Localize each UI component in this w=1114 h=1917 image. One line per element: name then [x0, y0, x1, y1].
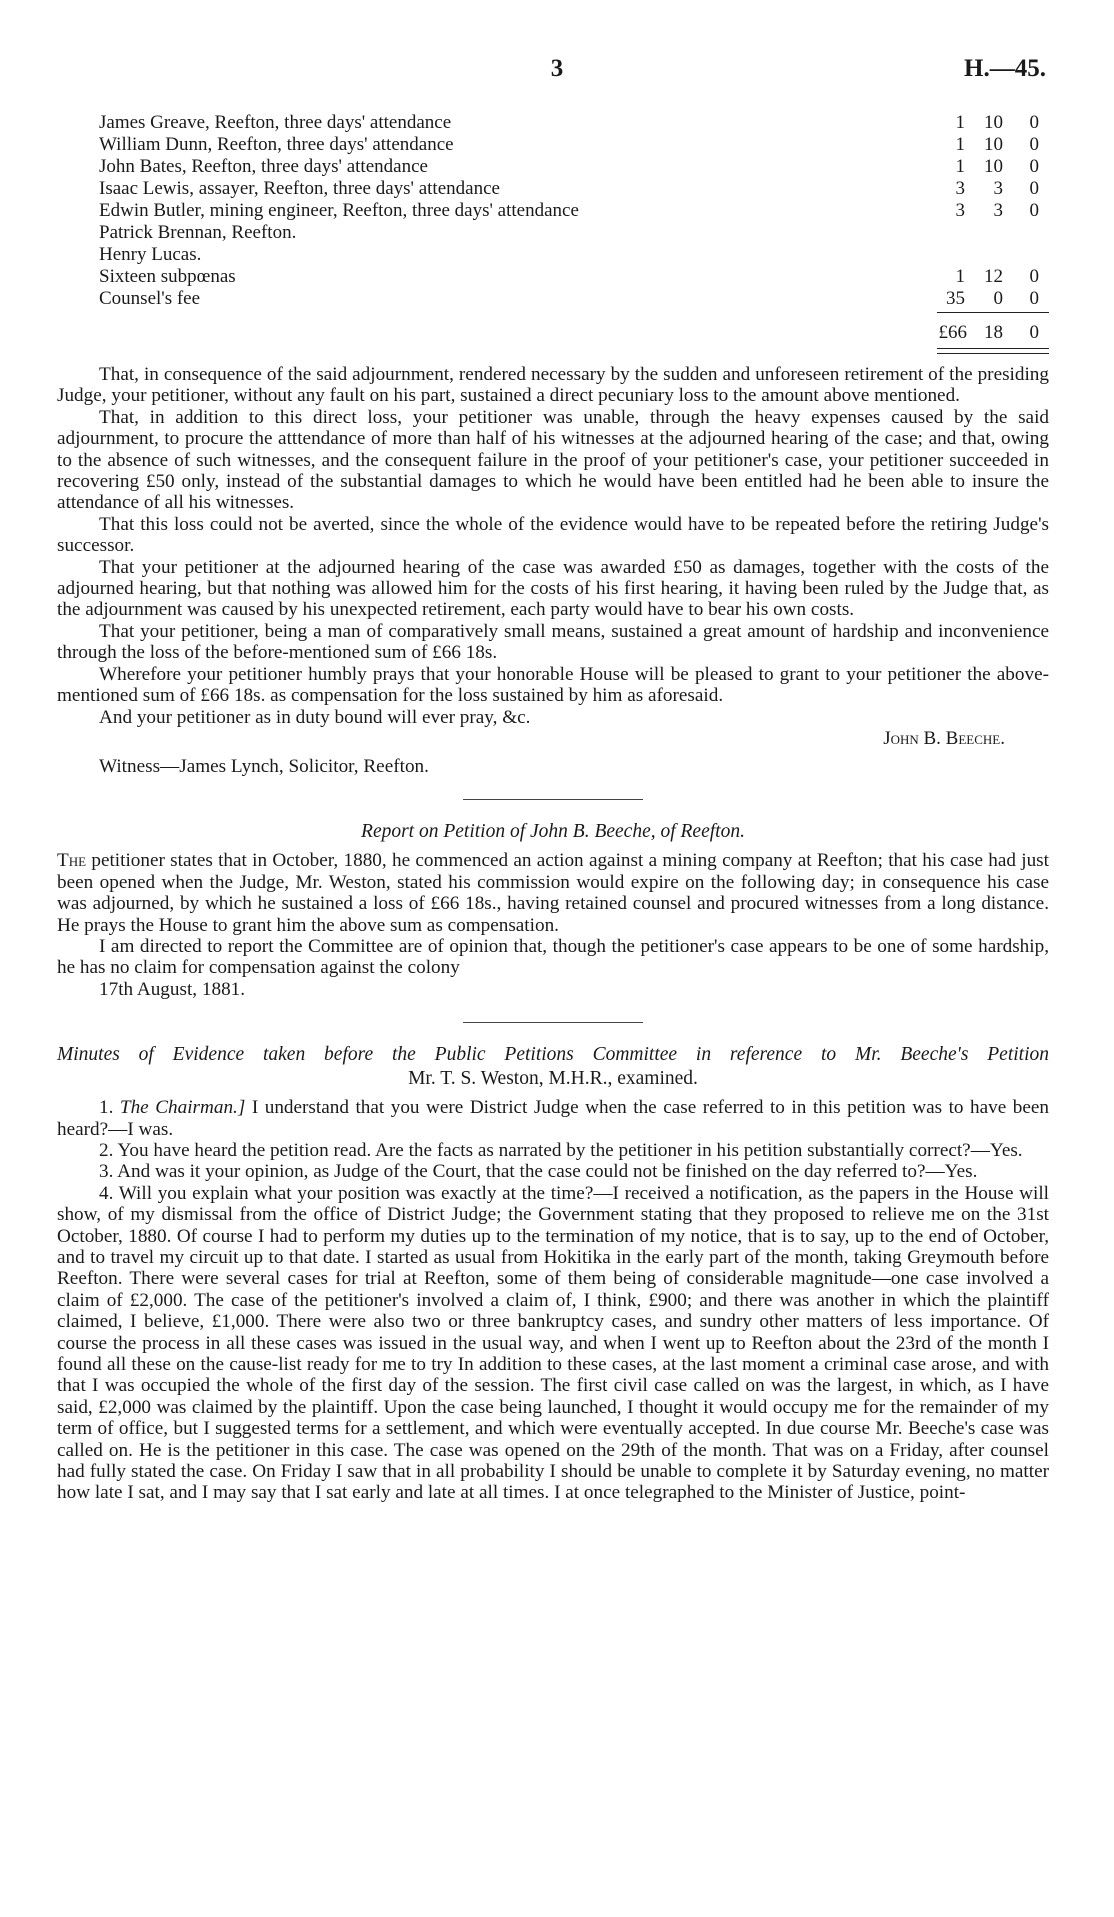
page-number: 3 — [550, 55, 564, 82]
expense-row — [57, 222, 1049, 244]
amount-pounds: 3 — [955, 200, 965, 221]
amount-pounds: 1 — [955, 156, 965, 177]
question-1: 1. The Chairman.] I understand that you were District Judge when the case referred to in this petition was to have been heard?—I was. — [57, 1097, 1049, 1140]
report-lead-word: The — [57, 850, 87, 872]
expense-row — [57, 178, 1049, 200]
expense-row — [57, 288, 1049, 310]
amount-pence: 0 — [1029, 266, 1039, 287]
question-1-speaker: The Chairman.] — [119, 1097, 246, 1119]
report-paragraph: I am directed to report the Committee are of opinion that, though the petitioner's case appears to be one of some hardship, he has no claim for compensation against the colony — [57, 935, 1049, 979]
petition-paragraph: Wherefore your petitioner humbly prays that your honorable House will be pleased to grant to your petitioner the above-mentioned sum of £66 18s. as compensation for the loss sustained by him as aforesaid. — [57, 663, 1049, 707]
petition-paragraph: And your petitioner as in duty bound will ever pray, &c. — [99, 706, 531, 728]
expense-description: Henry Lucas. — [99, 244, 202, 265]
total-rule — [937, 312, 1049, 313]
report-title: Report on Petition of John B. Beeche, of Reefton. — [361, 821, 745, 843]
minutes-title: Minutes of Evidence taken before the Public Petitions Committee in reference to Mr. Beeche's Petition — [57, 1044, 1049, 1066]
report-date: 17th August, 1881. — [99, 978, 246, 1000]
page-header — [0, 55, 1114, 89]
expense-description: John Bates, Reefton, three days' attendance — [99, 156, 428, 177]
expense-row — [57, 134, 1049, 156]
amount-shillings: 12 — [984, 266, 1003, 287]
petition-paragraph: That this loss could not be averted, since the whole of the evidence would have to be repeated before the retiring Judge's successor. — [57, 513, 1049, 557]
expense-row — [57, 200, 1049, 222]
amount-pence: 0 — [1029, 200, 1039, 221]
amount-pence: 0 — [1029, 288, 1039, 309]
petition-paragraph: That your petitioner, being a man of comparatively small means, sustained a great amount of hardship and inconvenience through the loss of the before-mentioned sum of £66 18s. — [57, 620, 1049, 664]
total-pence: 0 — [1029, 322, 1039, 343]
expense-row — [57, 156, 1049, 178]
question-1-text: I understand that you were District Judge when the case referred to in this petition was to have been heard?—I was. — [57, 1097, 1049, 1140]
amount-pounds: 1 — [955, 266, 965, 287]
expense-row — [57, 266, 1049, 288]
total-pounds: £66 — [938, 322, 967, 343]
amount-pence: 0 — [1029, 112, 1039, 133]
question-4: 4. Will you explain what your position was exactly at the time?—I received a notification, as the papers in the House will show, of my dismissal from the office of District Judge; the Government stating that they proposed to relieve me on the 31st October, 1880. Of course I had to perform my duties up to the termination of my notice, that is to say, up to the end of October, and to travel my circuit up to that date. I started as usual from Hokitika in the early part of the month, taking Greymouth before Reefton. There were several cases for trial at Reefton, some of them being of considerable magnitude—one case involved a claim of £2,000. The case of the petitioner's involved a claim of, I think, £900; and there was another in which the plaintiff claimed, I believe, £1,000. There were also two or three bankruptcy cases, and sundry other matters of less importance. Of course the process in all these cases was issued in the usual way, and when I went up to Reefton about the 23rd of the month I found all these on the cause-list ready for me to try In addition to these cases, at the last moment a criminal case arose, and with that I was occupied the whole of the first day of the session. The first civil case called on was the largest, in which, as I have said, £2,000 was claimed by the plaintiff. Upon the case being launched, I thought it would occupy me for the remainder of my term of office, but I suggested terms for a settlement, and which were eventually accepted. In due course Mr. Beeche's case was called on. He is the petitioner in this case. The case was opened on the 29th of the month. That was on a Friday, after counsel had fully stated the case. On Friday I saw that in all probability I should be unable to complete it by Saturday evening, no matter how late I sat, and I may say that I sat early and late at all times. I at once telegraphed to the Minister of Justice, point- — [57, 1182, 1049, 1504]
amount-shillings: 10 — [984, 134, 1003, 155]
report-paragraph-text: petitioner states that in October, 1880, he commenced an action against a mining company at Reefton; that his case had just been opened when the Judge, Mr. Weston, stated his commission would expire on the following day; in consequence his case was adjourned, by which he sustained a loss of £66 18s., having retained counsel and procured witnesses from a long distance. He prays the House to grant him the above sum as compensation. — [57, 850, 1049, 936]
amount-shillings: 10 — [984, 156, 1003, 177]
amount-pence: 0 — [1029, 156, 1039, 177]
total-shillings: 18 — [984, 322, 1003, 343]
expense-list — [57, 112, 1049, 310]
amount-pounds: 3 — [955, 178, 965, 199]
expense-description: Sixteen subpœnas — [99, 266, 236, 287]
amount-pounds: 1 — [955, 112, 965, 133]
amount-pounds: 35 — [946, 288, 965, 309]
document-code: H.—45. — [964, 55, 1046, 82]
witness-line: Witness—James Lynch, Solicitor, Reefton. — [99, 755, 429, 777]
section-divider — [463, 799, 643, 800]
witness-examined-text: Mr. T. S. Weston, M.H.R., examined. — [408, 1068, 698, 1090]
section-divider — [463, 1022, 643, 1023]
petition-paragraph: That, in addition to this direct loss, your petitioner was unable, through the heavy expenses caused by the said adjournment, to procure the atttendance of more than half of his witnesses at the adjourned hearing of the case; and that, owing to the absence of such witnesses, and the consequent failure in the proof of your petitioner's case, your petitioner succeeded in recovering £50 only, instead of the substantial damages to which he would have been entitled had he been able to insure the attendance of all his witnesses. — [57, 406, 1049, 514]
expense-description: Isaac Lewis, assayer, Reefton, three days' attendance — [99, 178, 500, 199]
expense-description: Edwin Butler, mining engineer, Reefton, three days' attendance — [99, 200, 579, 221]
amount-shillings: 3 — [993, 200, 1003, 221]
expense-description: Patrick Brennan, Reefton. — [99, 222, 297, 243]
petition-body — [57, 364, 1049, 777]
expense-row — [57, 112, 1049, 134]
expense-description: James Greave, Reefton, three days' attendance — [99, 112, 452, 133]
amount-pounds: 1 — [955, 134, 965, 155]
amount-pence: 0 — [1029, 134, 1039, 155]
expense-row — [57, 244, 1049, 266]
amount-pence: 0 — [1029, 178, 1039, 199]
expense-total-row — [57, 318, 1049, 348]
amount-shillings: 3 — [993, 178, 1003, 199]
amount-shillings: 10 — [984, 112, 1003, 133]
witness-examined-line — [57, 1067, 1049, 1091]
question-3: 3. And was it your opinion, as Judge of the Court, that the case could not be finished on the day referred to?—Yes. — [99, 1161, 978, 1183]
expense-description: William Dunn, Reefton, three days' attendance — [99, 134, 454, 155]
signature: John B. Beeche. — [883, 727, 1005, 749]
petition-paragraph: That your petitioner at the adjourned hearing of the case was awarded £50 as damages, together with the costs of the adjourned hearing, but that nothing was allowed him for the costs of his first hearing, it having been ruled by the Judge that, as the adjournment was caused by his unexpected retirement, each party would have to bear his own costs. — [57, 556, 1049, 621]
report-body — [57, 850, 1049, 1000]
expense-description: Counsel's fee — [99, 288, 201, 309]
question-2: 2. You have heard the petition read. Are the facts as narrated by the petitioner in his petition substantially correct?—Yes. — [99, 1139, 1023, 1161]
minutes-body — [57, 1097, 1049, 1504]
petition-paragraph: That, in consequence of the said adjournment, rendered necessary by the sudden and unforeseen retirement of the presiding Judge, your petitioner, without any fault on his part, sustained a direct pecuniary loss to the amount above mentioned. — [57, 364, 1049, 407]
report-paragraph — [57, 850, 1049, 936]
total-double-rule — [937, 348, 1049, 354]
amount-shillings: 0 — [993, 288, 1003, 309]
page-content — [57, 112, 1049, 1504]
